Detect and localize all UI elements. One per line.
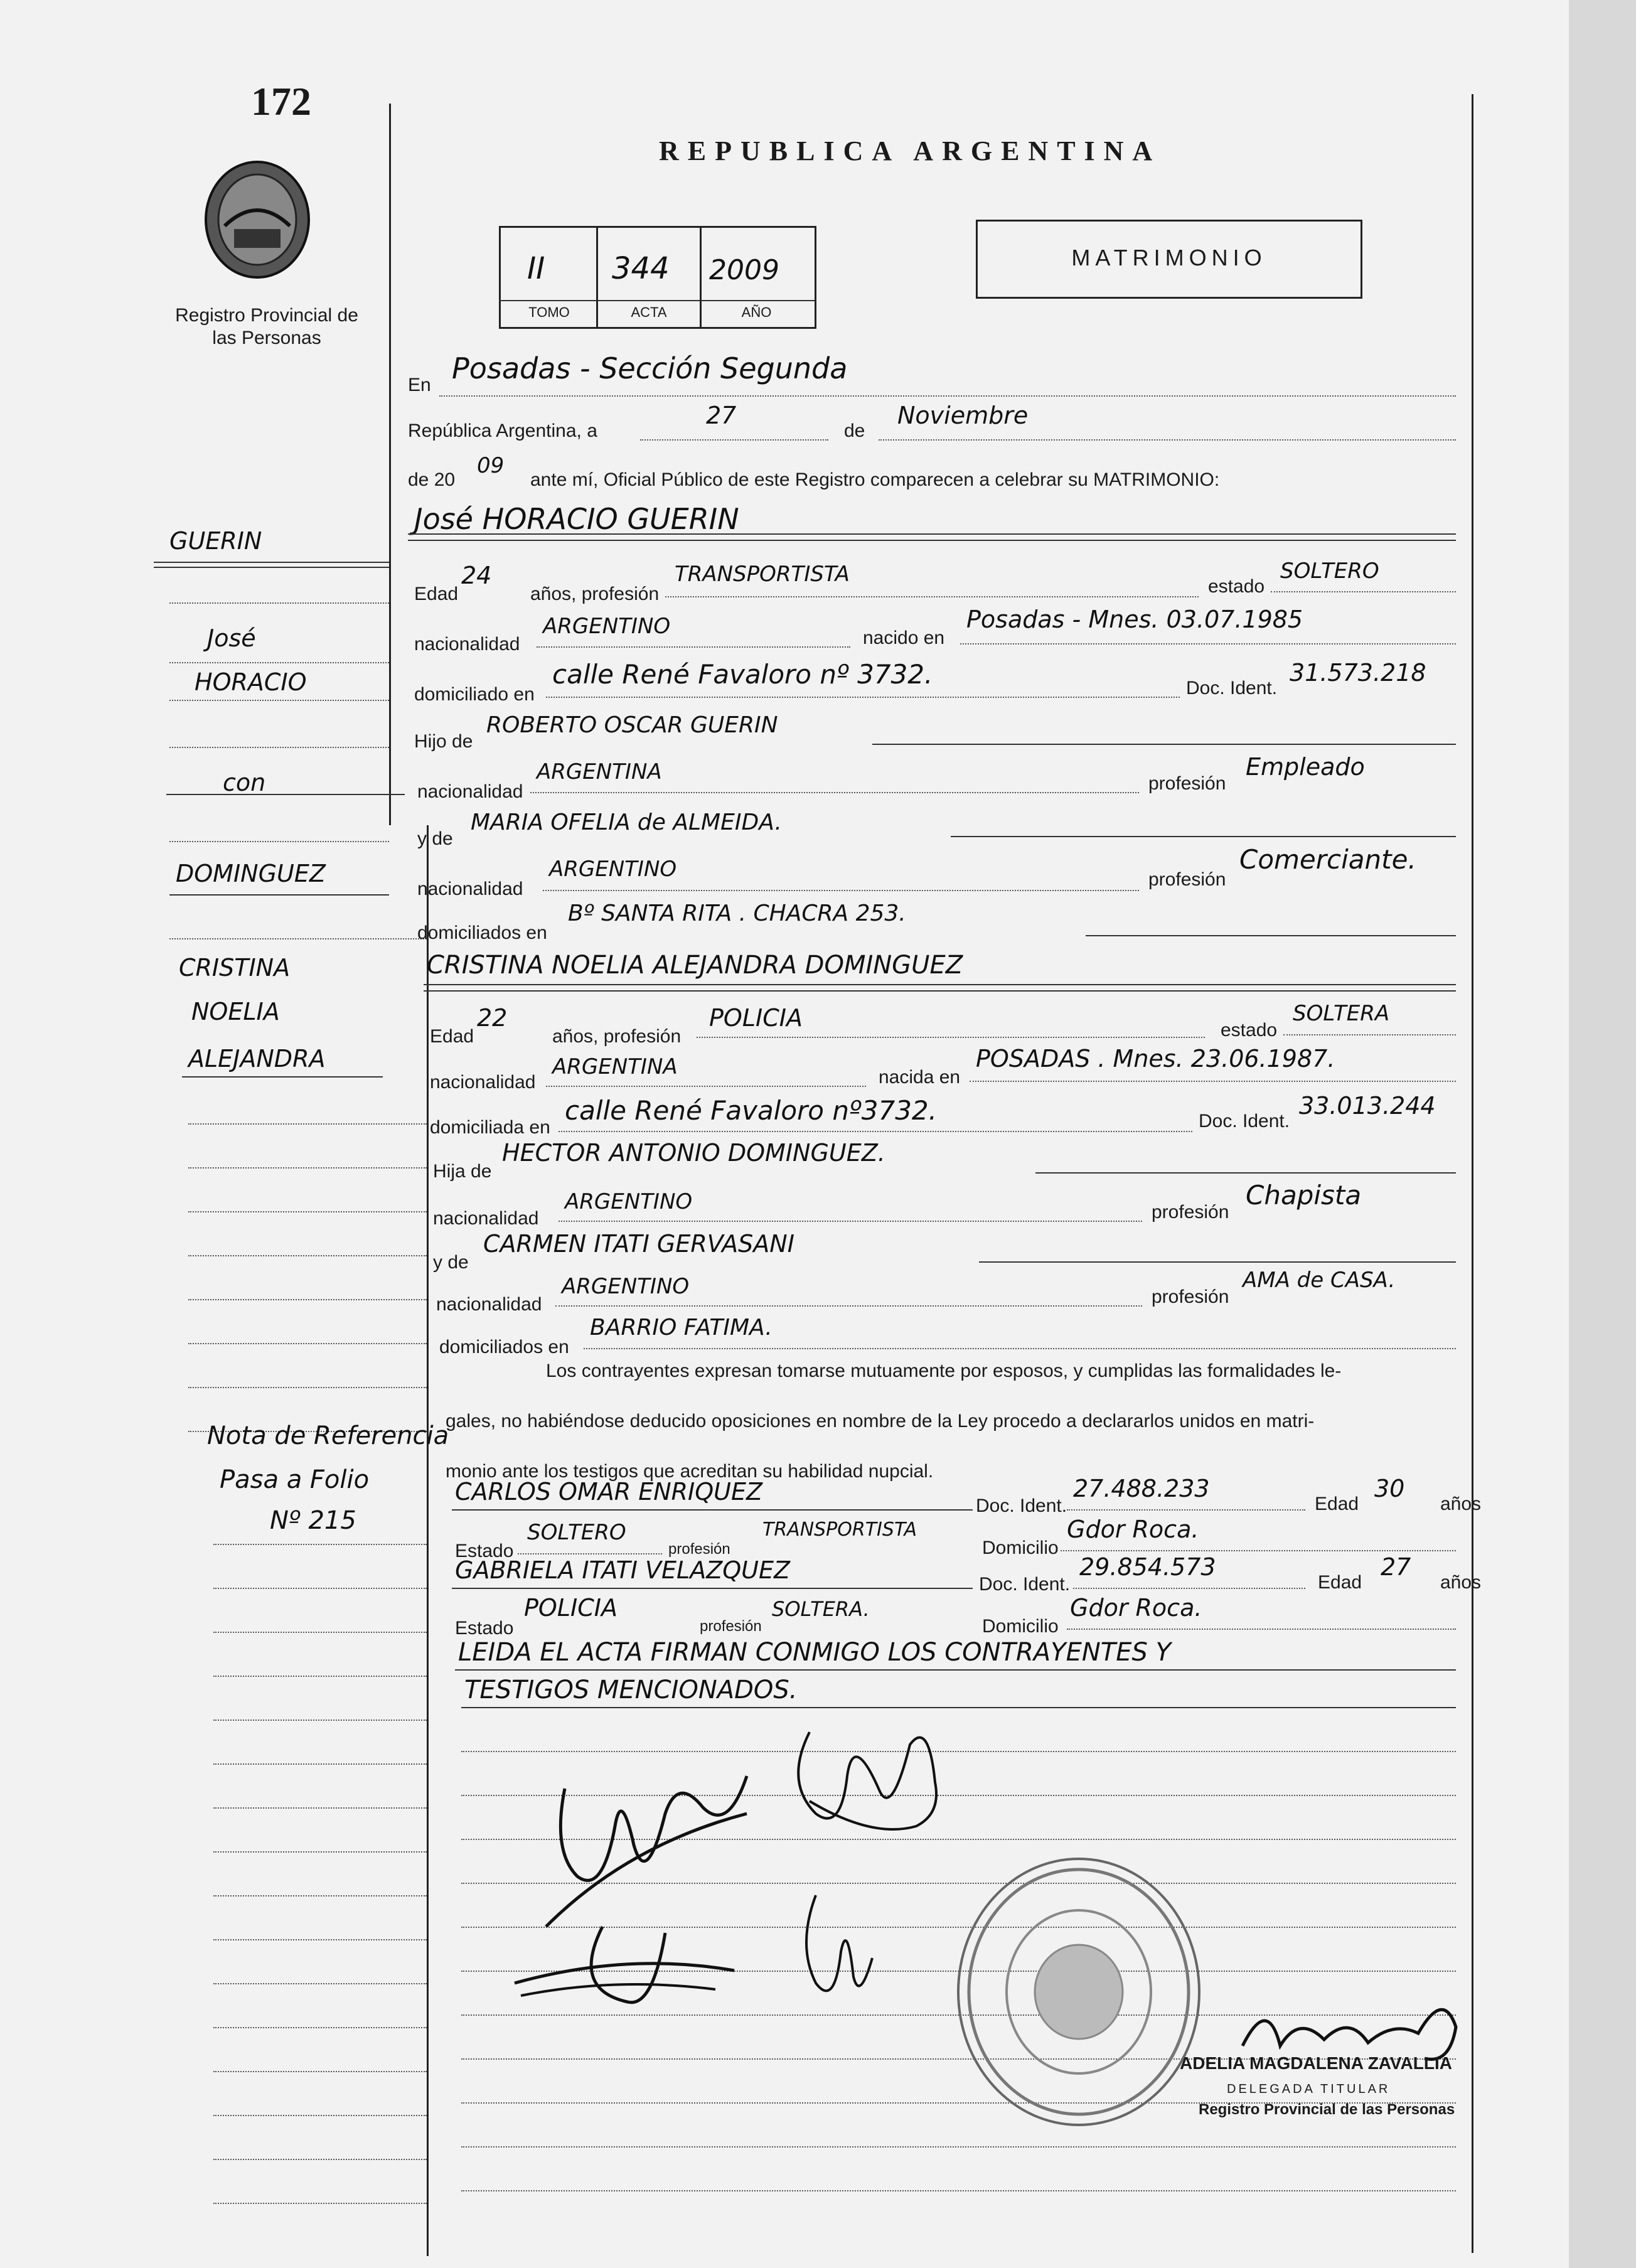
label-ante-mi: ante mí, Oficial Público de este Registro comparecen a celebrar su MATRIMONIO: <box>530 469 1220 490</box>
margin-note-2: Pasa a Folio <box>220 1465 370 1494</box>
label-groom-estado: estado <box>1208 576 1265 597</box>
margin-bride-surname: DOMINGUEZ <box>176 860 326 887</box>
margin-groom-name-2: HORACIO <box>195 668 307 696</box>
witness2-profesion: SOLTERA. <box>772 1597 870 1621</box>
label-father-nacionalidad: nacionalidad <box>417 781 523 802</box>
label-w2-doc: Doc. Ident. <box>979 1574 1071 1595</box>
bride-father-nac: ARGENTINO <box>565 1189 693 1214</box>
label-hijo-de: Hijo de <box>414 731 473 752</box>
label-de: de <box>844 420 865 441</box>
right-rule <box>1472 94 1473 2253</box>
label-groom-domiciliados-en: domiciliados en <box>417 923 547 943</box>
acta-value: 344 <box>612 251 670 286</box>
label-en: En <box>408 375 431 395</box>
label-y-de: y de <box>417 828 453 849</box>
field-mes: Noviembre <box>897 402 1029 429</box>
margin-groom-name-1: José <box>207 624 256 652</box>
groom-parents-dom: Bº SANTA RITA . CHACRA 253. <box>568 901 906 926</box>
margin-rule-bottom <box>427 825 429 2256</box>
bride-father-prof: Chapista <box>1246 1180 1362 1211</box>
label-republica: República Argentina, a <box>408 420 597 441</box>
tomo-value: II <box>527 251 545 286</box>
label-w1-anos: años <box>1440 1494 1482 1514</box>
bride-fullname: CRISTINA NOELIA ALEJANDRA DOMINGUEZ <box>427 951 963 980</box>
bride-estado: SOLTERA <box>1293 1001 1390 1026</box>
margin-note-3: Nº 215 <box>270 1506 356 1535</box>
margin-note-1: Nota de Referencia <box>207 1421 449 1450</box>
label-de-20: de 20 <box>408 469 456 490</box>
label-bfather-profesion: profesión <box>1152 1202 1229 1222</box>
registry-name: Registro Provincial de las Personas <box>175 305 358 348</box>
witness1-estado: SOLTERO <box>527 1520 626 1545</box>
margin-groom-surname: GUERIN <box>169 527 262 555</box>
groom-mother-prof: Comerciante. <box>1239 844 1416 875</box>
field-lugar: Posadas - Sección Segunda <box>452 351 848 385</box>
label-bride-estado: estado <box>1221 1020 1278 1040</box>
official-seal <box>957 1858 1200 2126</box>
act-type: MATRIMONIO <box>1071 245 1267 270</box>
label-w1-domicilio: Domicilio <box>982 1538 1059 1558</box>
margin-bride-name-2: NOELIA <box>191 998 280 1025</box>
groom-mother: MARIA OFELIA de ALMEIDA. <box>471 810 782 835</box>
country-title: REPUBLICA ARGENTINA <box>659 136 1162 166</box>
witness1-doc: 27.488.233 <box>1073 1475 1210 1502</box>
bride-father: HECTOR ANTONIO DOMINGUEZ. <box>502 1139 885 1167</box>
bride-mother: CARMEN ITATI GERVASANI <box>483 1230 794 1258</box>
body-text <box>439 1346 1475 1497</box>
label-w1-profesion: profesión <box>668 1541 730 1558</box>
label-w2-domicilio: Domicilio <box>982 1616 1059 1637</box>
groom-edad: 24 <box>461 562 492 589</box>
groom-nacionalidad: ARGENTINO <box>543 614 671 639</box>
groom-fullname: José HORACIO GUERIN <box>414 502 739 536</box>
label-bride-edad: Edad <box>430 1026 474 1047</box>
label-w1-doc: Doc. Ident. <box>976 1495 1067 1516</box>
page-right-edge <box>1569 0 1636 2268</box>
groom-nacido: Posadas - Mnes. 03.07.1985 <box>966 606 1303 633</box>
signature-bride <box>772 1707 960 1851</box>
witness2-edad: 27 <box>1381 1553 1411 1581</box>
official-office: Registro Provincial de las Personas <box>1199 2101 1455 2118</box>
witness2-estado: POLICIA <box>524 1594 618 1622</box>
groom-father-nac: ARGENTINA <box>537 759 662 784</box>
witness1-name: CARLOS OMAR ENRIQUEZ <box>455 1478 763 1506</box>
witness1-profesion: TRANSPORTISTA <box>762 1519 917 1541</box>
body-line-3: monio ante los testigos que acreditan su habilidad nupcial. <box>446 1461 934 1482</box>
label-w2-estado: Estado <box>455 1618 514 1639</box>
bride-nacionalidad: ARGENTINA <box>552 1054 678 1079</box>
label-w1-edad: Edad <box>1315 1494 1359 1514</box>
signature-witness-1 <box>502 1908 740 2014</box>
label-bmother-nacionalidad: nacionalidad <box>436 1294 542 1315</box>
groom-mother-nac: ARGENTINO <box>549 857 677 882</box>
label-bride-doc-ident: Doc. Ident. <box>1199 1111 1290 1131</box>
label-w2-edad: Edad <box>1318 1572 1362 1593</box>
field-ano-digit: 09 <box>477 453 505 478</box>
witness1-domicilio: Gdor Roca. <box>1067 1516 1199 1543</box>
label-mother-nacionalidad: nacionalidad <box>417 879 523 899</box>
witness2-name: GABRIELA ITATI VELAZQUEZ <box>455 1556 791 1584</box>
closing-line-2: TESTIGOS MENCIONADOS. <box>464 1676 798 1704</box>
field-dia: 27 <box>706 402 737 429</box>
label-w2-profesion: profesión <box>700 1618 762 1635</box>
closing-line-1: LEIDA EL ACTA FIRMAN CONMIGO LOS CONTRAYENTES Y <box>458 1638 1172 1667</box>
label-bmother-profesion: profesión <box>1152 1286 1229 1307</box>
bride-edad: 22 <box>477 1004 508 1032</box>
label-bride-domiciliada-en: domiciliada en <box>430 1117 550 1138</box>
groom-father: ROBERTO OSCAR GUERIN <box>486 712 778 738</box>
bride-nacida: POSADAS . Mnes. 23.06.1987. <box>976 1045 1335 1072</box>
ano-label: AÑO <box>741 304 772 320</box>
label-groom-anos-profesion: años, profesión <box>530 584 660 604</box>
margin-rule-top <box>389 104 391 825</box>
bride-domicilio: calle René Favaloro nº3732. <box>565 1095 938 1126</box>
margin-con: con <box>223 769 266 796</box>
margin-bride-name-3: ALEJANDRA <box>188 1045 326 1072</box>
label-bride-nacionalidad: nacionalidad <box>430 1072 536 1093</box>
bride-profesion: POLICIA <box>709 1004 803 1032</box>
bride-doc: 33.013.244 <box>1299 1092 1436 1120</box>
label-groom-edad: Edad <box>414 584 459 604</box>
witness2-domicilio: Gdor Roca. <box>1070 1594 1202 1622</box>
groom-estado: SOLTERO <box>1280 559 1379 584</box>
label-b-y-de: y de <box>433 1252 469 1273</box>
label-groom-nacido-en: nacido en <box>863 628 945 648</box>
label-groom-nacionalidad: nacionalidad <box>414 634 520 655</box>
label-hija-de: Hija de <box>433 1161 492 1182</box>
margin-bride-name-1: CRISTINA <box>179 954 291 982</box>
label-father-profesion: profesión <box>1148 773 1226 794</box>
official-title: DELEGADA TITULAR <box>1227 2082 1391 2096</box>
coat-of-arms-seal <box>200 157 316 282</box>
page-number: 172 <box>251 79 311 124</box>
label-bfather-nacionalidad: nacionalidad <box>433 1208 539 1229</box>
label-mother-profesion: profesión <box>1148 869 1226 890</box>
groom-father-prof: Empleado <box>1246 753 1365 781</box>
groom-domicilio: calle René Favaloro nº 3732. <box>552 659 933 690</box>
ano-value: 2009 <box>709 254 779 286</box>
groom-profesion: TRANSPORTISTA <box>675 562 850 587</box>
body-line-1: Los contrayentes expresan tomarse mutuamente por esposos, y cumplidas las formalidades le- <box>546 1361 1342 1381</box>
official-name: ADELIA MAGDALENA ZAVALLIA <box>1180 2053 1452 2073</box>
label-bride-anos-profesion: años, profesión <box>552 1026 682 1047</box>
witness2-doc: 29.854.573 <box>1079 1553 1216 1581</box>
bride-parents-dom: BARRIO FATIMA. <box>590 1315 773 1340</box>
witness1-edad: 30 <box>1374 1475 1405 1502</box>
signature-witness-2 <box>791 1883 879 2008</box>
label-w1-estado: Estado <box>455 1541 514 1561</box>
label-groom-doc-ident: Doc. Ident. <box>1186 678 1278 698</box>
label-bride-nacida-en: nacida en <box>879 1067 961 1088</box>
bride-mother-prof: AMA de CASA. <box>1243 1268 1396 1293</box>
bride-mother-nac: ARGENTINO <box>562 1274 690 1299</box>
label-groom-domiciliado-en: domiciliado en <box>414 684 535 705</box>
body-line-2: gales, no habiéndose deducido oposiciones en nombre de la Ley procedo a declararlos unidos en matri- <box>446 1411 1315 1431</box>
acta-label: ACTA <box>631 304 667 320</box>
tomo-label: TOMO <box>528 304 570 320</box>
label-bride-domiciliados-en: domiciliados en <box>439 1337 569 1357</box>
groom-doc: 31.573.218 <box>1290 659 1426 687</box>
label-w2-anos: años <box>1440 1572 1482 1593</box>
